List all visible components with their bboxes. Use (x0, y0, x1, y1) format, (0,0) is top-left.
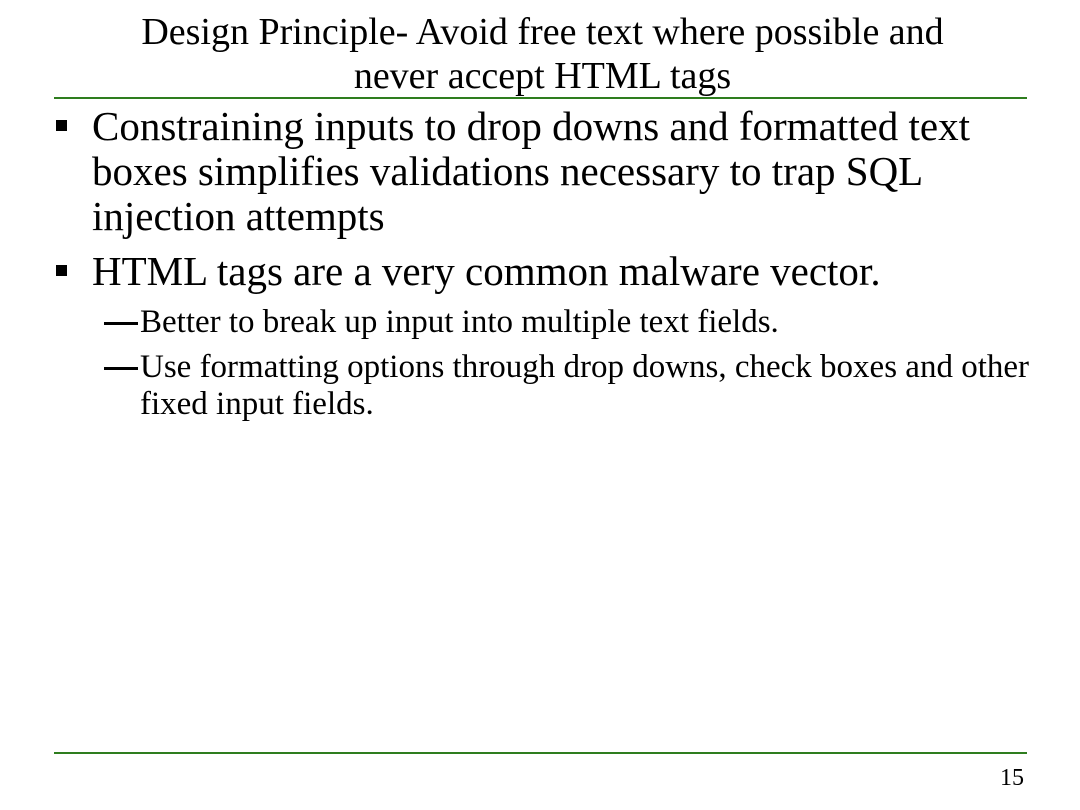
sub-bullet-item (52, 304, 1037, 341)
title-divider (54, 97, 1027, 99)
slide-title-line-2: never accept HTML tags (353, 55, 732, 97)
bullet-item (52, 104, 1037, 239)
dash-bullet-icon (104, 367, 138, 370)
slide-title-line-1: Design Principle- Avoid free text where possible and (141, 11, 944, 53)
page-number: 15 (1000, 765, 1024, 791)
bullet-text: HTML tags are a very common malware vector. (92, 248, 881, 294)
slide-body (52, 104, 1037, 431)
footer-divider (54, 752, 1027, 754)
bullet-item (52, 249, 1037, 294)
sub-bullet-text: Use formatting options through drop downs, check boxes and other fixed input fields. (140, 349, 1030, 422)
sub-bullet-text: Better to break up input into multiple text fields. (140, 304, 779, 340)
slide-title (60, 10, 1025, 98)
square-bullet-icon (56, 265, 67, 276)
square-bullet-icon (56, 120, 67, 131)
bullet-text: Constraining inputs to drop downs and formatted text boxes simplifies validations necessary to trap SQL injection attempts (92, 103, 970, 239)
dash-bullet-icon (104, 322, 138, 325)
sub-bullet-item (52, 349, 1037, 423)
